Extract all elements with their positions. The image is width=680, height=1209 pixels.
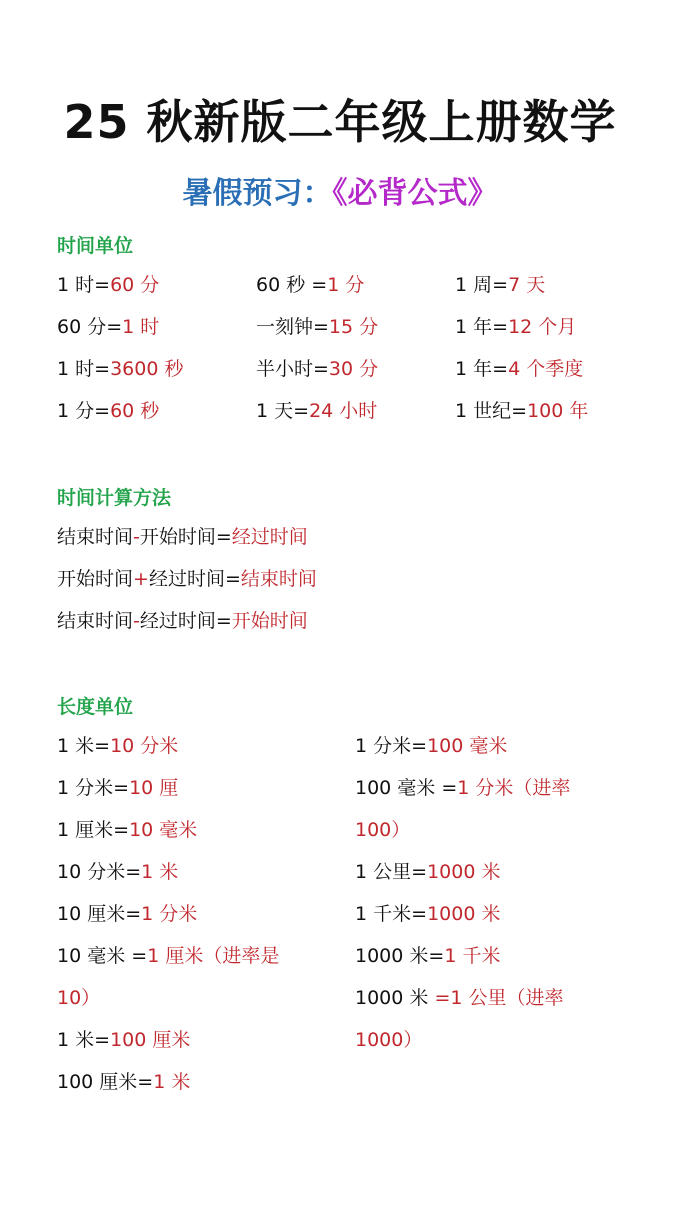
formula-row: 100 毫米 =1 分米（进率	[355, 777, 571, 799]
formula-row: 10 分米=1 米	[57, 861, 179, 883]
formula-row: 1000 米 =1 公里（进率	[355, 987, 564, 1009]
formula-row: 1 米=100 厘米	[57, 1029, 191, 1051]
page-subtitle	[0, 168, 680, 212]
page-title: 25 秋新版二年级上册数学	[63, 95, 617, 149]
formula-row: 1 世纪=100 年	[455, 400, 589, 422]
formula-row: 1 公里=1000 米	[355, 861, 501, 883]
formula-row: 1 年=4 个季度	[455, 358, 584, 380]
formula-row: 1 千米=1000 米	[355, 903, 501, 925]
formula-row: 100）	[355, 819, 411, 841]
formula-row: 1000）	[355, 1029, 423, 1051]
formula-row: 结束时间-经过时间=开始时间	[57, 610, 308, 632]
formula-row: 1 米=10 分米	[57, 735, 179, 757]
section-title-length-units: 长度单位	[57, 696, 134, 718]
formula-row: 1 时=60 分	[57, 274, 160, 296]
formula-row: 1 周=7 天	[455, 274, 546, 296]
formula-row: 60 分=1 时	[57, 316, 160, 338]
formula-row: 1 分米=100 毫米	[355, 735, 508, 757]
formula-row: 半小时=30 分	[256, 358, 379, 380]
section-title-time-calc: 时间计算方法	[57, 487, 172, 509]
formula-row: 1 分米=10 厘	[57, 777, 179, 799]
formula-row: 1 厘米=10 毫米	[57, 819, 198, 841]
formula-row: 1 天=24 小时	[256, 400, 378, 422]
formula-row: 60 秒 =1 分	[256, 274, 365, 296]
formula-row: 1 年=12 个月	[455, 316, 577, 338]
formula-row: 10 厘米=1 分米	[57, 903, 198, 925]
formula-row: 1 时=3600 秒	[57, 358, 184, 380]
formula-row: 1 分=60 秒	[57, 400, 160, 422]
subtitle-prefix: 暑假预习：	[182, 176, 333, 211]
section-title-time-units: 时间单位	[57, 235, 134, 257]
subtitle-highlight: 《必背公式》	[332, 176, 498, 211]
formula-row: 结束时间-开始时间=经过时间	[57, 526, 308, 548]
formula-row: 10 毫米 =1 厘米（进率是	[57, 945, 280, 967]
formula-row: 1000 米=1 千米	[355, 945, 501, 967]
formula-row: 10）	[57, 987, 101, 1009]
formula-row: 一刻钟=15 分	[256, 316, 379, 338]
formula-row: 100 厘米=1 米	[57, 1071, 191, 1093]
formula-row: 开始时间+经过时间=结束时间	[57, 568, 317, 590]
